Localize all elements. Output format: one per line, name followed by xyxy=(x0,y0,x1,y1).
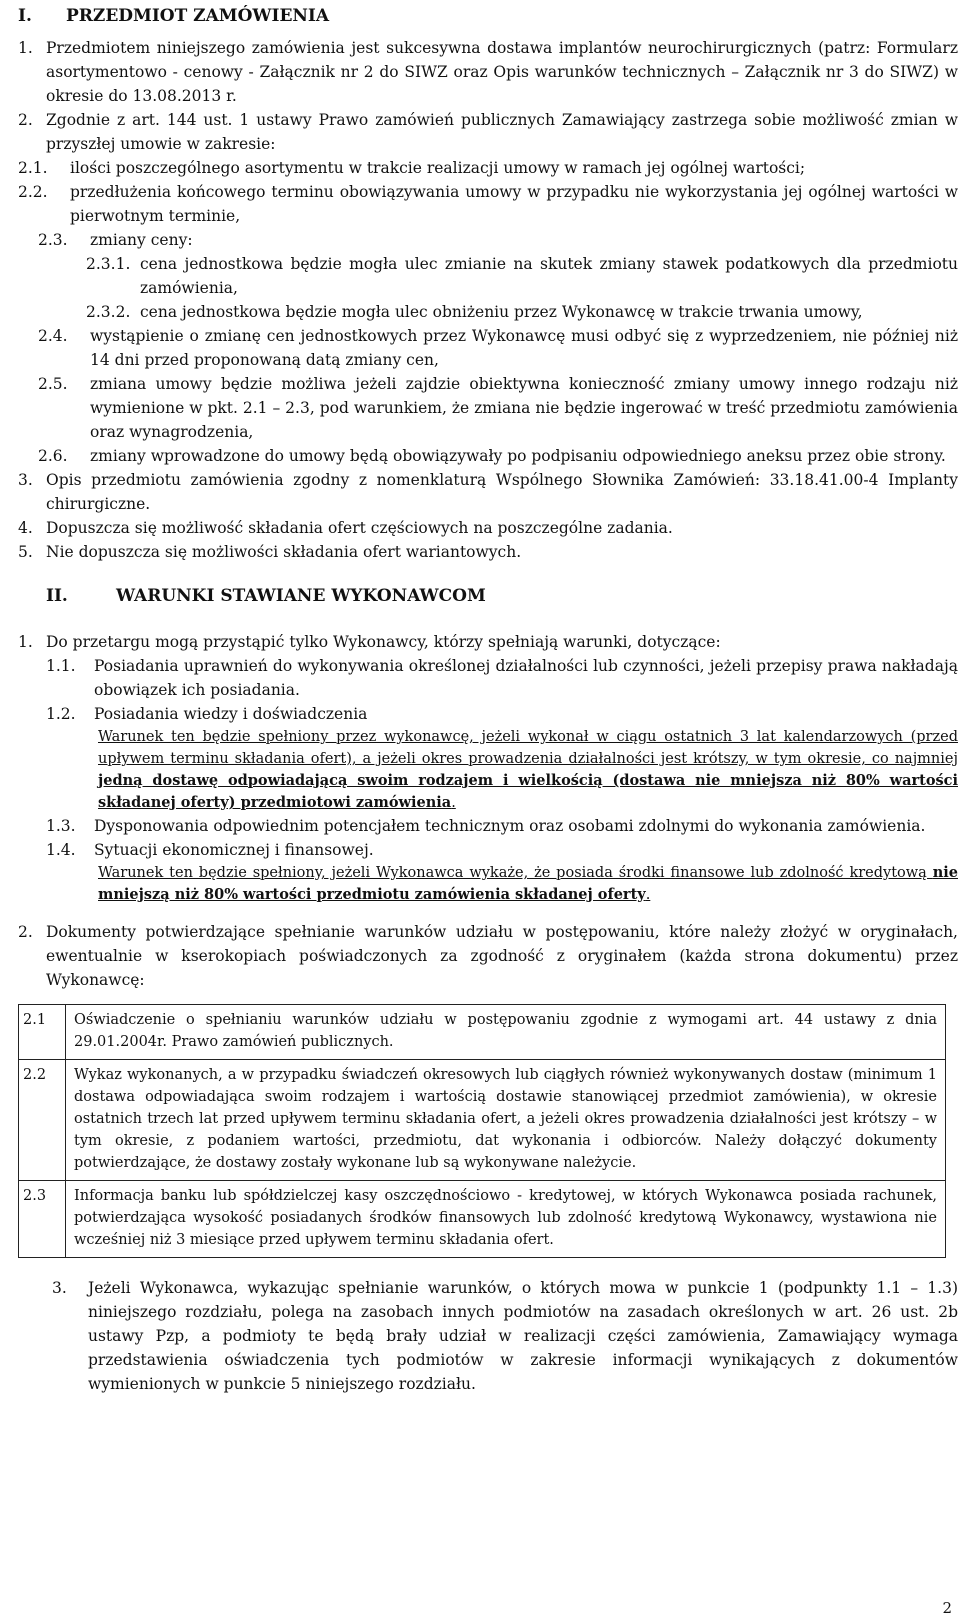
table-cell-number: 2.2 xyxy=(19,1060,66,1181)
spacer xyxy=(18,616,958,630)
item-number: 3. xyxy=(18,471,33,489)
item-number: 2.3.1. xyxy=(86,255,131,273)
condition-text-end: . xyxy=(645,887,651,903)
table-cell-number: 2.3 xyxy=(19,1181,66,1258)
table-row xyxy=(19,1005,946,1060)
item-number: 1.3. xyxy=(46,817,76,835)
documents-table xyxy=(18,1004,946,1258)
section-number: I. xyxy=(18,6,32,26)
list-item xyxy=(18,630,958,654)
item-text: Dopuszcza się możliwość składania ofert częściowych na poszczególne zadania. xyxy=(46,519,673,537)
item-text: Zgodnie z art. 144 ust. 1 ustawy Prawo zamówień publicznych Zamawiający zastrzega sobie możliwość zmian w przyszłej umowie w zakresie: xyxy=(46,111,958,153)
item-text: Nie dopuszcza się możliwości składania ofert wariantowych. xyxy=(46,543,522,561)
item-text: Do przetargu mogą przystąpić tylko Wykonawcy, którzy spełniają warunki, dotyczące: xyxy=(46,633,721,651)
item-number: 2.6. xyxy=(38,447,68,465)
section-title: WARUNKI STAWIANE WYKONAWCOM xyxy=(116,586,486,606)
list-item xyxy=(18,108,958,156)
list-item xyxy=(86,300,958,324)
item-number: 2.2. xyxy=(18,183,48,201)
list-item xyxy=(18,180,958,228)
section-title: PRZEDMIOT ZAMÓWIENIA xyxy=(66,6,330,26)
item-number: 2.5. xyxy=(38,375,68,393)
list-item xyxy=(18,36,958,108)
item-text: Przedmiotem niniejszego zamówienia jest sukcesywna dostawa implantów neurochirurgicznych (patrz: Formularz asortymentowo - cenowy - Załącznik nr 2 do SIWZ oraz Opis warunków technicznych – Załącznik nr 3 do SIWZ) w okresie do 13.08.2013 r. xyxy=(46,39,958,105)
item-number: 2.4. xyxy=(38,327,68,345)
condition-text xyxy=(98,726,958,814)
item-number: 5. xyxy=(18,543,33,561)
list-item xyxy=(18,156,958,180)
item-number: 1.2. xyxy=(46,705,76,723)
condition-text-end: . xyxy=(451,795,456,811)
item-text: wystąpienie o zmianę cen jednostkowych przez Wykonawcę musi odbyć się z wyprzedzeniem, nie później niż 14 dni przed proponowaną datą zmiany cen, xyxy=(90,327,958,369)
list-item xyxy=(18,468,958,516)
item-text: Jeżeli Wykonawca, wykazując spełnianie warunków, o których mowa w punkcie 1 (podpunkty 1.1 – 1.3) niniejszego rozdziału, polega na zasobach innych podmiotów na zasadach określonych w art. 26 ust. 2b ustawy Pzp, a podmioty te będą brały udział w realizacji części zamówienia, Zamawiający wymaga przedstawienia oświadczenia tych podmiotów w zakresie informacji wynikających z dokumentów wymienionych w punkcie 5 niniejszego rozdziału. xyxy=(88,1279,958,1393)
section-heading-1 xyxy=(18,4,958,30)
list-item xyxy=(46,654,958,702)
section-heading-2 xyxy=(46,584,958,610)
list-item xyxy=(38,444,958,468)
item-text: ilości poszczególnego asortymentu w trakcie realizacji umowy w ramach jej ogólnej wartości; xyxy=(70,159,806,177)
list-item xyxy=(18,516,958,540)
list-item xyxy=(18,920,958,992)
item-text: zmiany wprowadzone do umowy będą obowiązywały po podpisaniu odpowiedniego aneksu przez obie strony. xyxy=(90,447,946,465)
item-number: 1.1. xyxy=(46,657,76,675)
condition-text xyxy=(98,862,958,906)
spacer xyxy=(18,1258,958,1276)
item-text: Posiadania wiedzy i doświadczenia xyxy=(94,705,368,723)
table-cell-text: Wykaz wykonanych, a w przypadku świadczeń okresowych lub ciągłych również wykonywanych dostaw (minimum 1 dostawa odpowiadająca swoim rodzajem i wartością dostawie stanowiącej przedmiot zamówienia), w okresie ostatnich trzech lat przed upływem terminu składania ofert, a jeżeli okres prowadzenia działalności jest krótszy – w tym okresie, z podaniem wartości, przedmiotu, dat wykonania i odbiorców. Należy dołączyć dokumenty potwierdzające, że dostawy zostały wykonane lub są wykonywane należycie. xyxy=(66,1060,946,1181)
list-item xyxy=(46,814,958,838)
list-item xyxy=(52,1276,958,1396)
list-item xyxy=(38,372,958,444)
list-item xyxy=(86,252,958,300)
item-text: cena jednostkowa będzie mogła ulec obniżeniu przez Wykonawcę w trakcie trwania umowy, xyxy=(140,303,863,321)
table-cell-number: 2.1 xyxy=(19,1005,66,1060)
list-item xyxy=(38,228,958,252)
list-item xyxy=(46,838,958,862)
document-page xyxy=(18,4,958,1396)
item-number: 3. xyxy=(52,1279,67,1297)
spacer xyxy=(18,906,958,920)
item-text: Dysponowania odpowiednim potencjałem technicznym oraz osobami zdolnymi do wykonania zamówienia. xyxy=(94,817,926,835)
spacer xyxy=(18,992,958,1004)
condition-text-normal: Warunek ten będzie spełniony przez wykonawcę, jeżeli wykonał w ciągu ostatnich 3 lat kalendarzowych (przed upływem terminu składania ofert), a jeżeli okres prowadzenia działalności jest krótszy, w tym okresie, co najmniej xyxy=(98,729,958,767)
list-item xyxy=(18,540,958,564)
table-row xyxy=(19,1060,946,1181)
item-text: Sytuacji ekonomicznej i finansowej. xyxy=(94,841,374,859)
item-number: 1. xyxy=(18,39,33,57)
item-text: przedłużenia końcowego terminu obowiązywania umowy w przypadku nie wykorzystania jej ogólnej wartości w pierwotnym terminie, xyxy=(70,183,958,225)
item-text: Dokumenty potwierdzające spełnianie warunków udziału w postępowaniu, które należy złożyć w oryginałach, ewentualnie w kserokopiach poświadczonych za zgodność z oryginałem (każda strona dokumentu) przez Wykonawcę: xyxy=(46,923,958,989)
item-number: 2.3. xyxy=(38,231,68,249)
condition-text-bold: jedną dostawę odpowiadającą swoim rodzajem i wielkością (dostawa nie mniejsza niż 80% wartości składanej oferty) przedmiotowi zamówienia xyxy=(98,772,958,811)
item-text: zmiany ceny: xyxy=(90,231,193,249)
item-text: Posiadania uprawnień do wykonywania określonej działalności lub czynności, jeżeli przepisy prawa nakładają obowiązek ich posiadania. xyxy=(94,657,958,699)
item-number: 2. xyxy=(18,111,33,129)
condition-text-normal: Warunek ten będzie spełniony, jeżeli Wykonawca wykaże, że posiada środki finansowe lub zdolność kredytową xyxy=(98,865,933,881)
item-number: 1.4. xyxy=(46,841,76,859)
list-item xyxy=(46,702,958,726)
spacer xyxy=(18,564,958,584)
item-number: 2. xyxy=(18,923,33,941)
table-cell-text: Informacja banku lub spółdzielczej kasy oszczędnościowo - kredytowej, w których Wykonawca posiada rachunek, potwierdzająca wysokość posiadanych środków finansowych lub zdolność kredytową Wykonawcy, wystawiona nie wcześniej niż 3 miesiące przed upływem terminu składania ofert. xyxy=(66,1181,946,1258)
page-number: 2 xyxy=(942,1599,952,1617)
item-text: zmiana umowy będzie możliwa jeżeli zajdzie obiektywna konieczność zmiany umowy innego rodzaju niż wymienione w pkt. 2.1 – 2.3, pod warunkiem, że zmiana nie będzie ingerować w treść przedmiotu zamówienia oraz wynagrodzenia, xyxy=(90,375,958,441)
item-number: 4. xyxy=(18,519,33,537)
item-number: 1. xyxy=(18,633,33,651)
table-row xyxy=(19,1181,946,1258)
list-item xyxy=(38,324,958,372)
condition-text-bold: nie mniejszą niż 80% wartości przedmiotu zamówienia składanej oferty xyxy=(98,864,958,903)
section-number: II. xyxy=(46,586,68,606)
item-number: 2.3.2. xyxy=(86,303,131,321)
item-text: Opis przedmiotu zamówienia zgodny z nomenklaturą Wspólnego Słownika Zamówień: 33.18.41.00-4 Implanty chirurgiczne. xyxy=(46,471,958,513)
item-number: 2.1. xyxy=(18,159,48,177)
item-text: cena jednostkowa będzie mogła ulec zmianie na skutek zmiany stawek podatkowych dla przedmiotu zamówienia, xyxy=(140,255,958,297)
table-cell-text: Oświadczenie o spełnianiu warunków udziału w postępowaniu zgodnie z wymogami art. 44 ustawy z dnia 29.01.2004r. Prawo zamówień publicznych. xyxy=(66,1005,946,1060)
